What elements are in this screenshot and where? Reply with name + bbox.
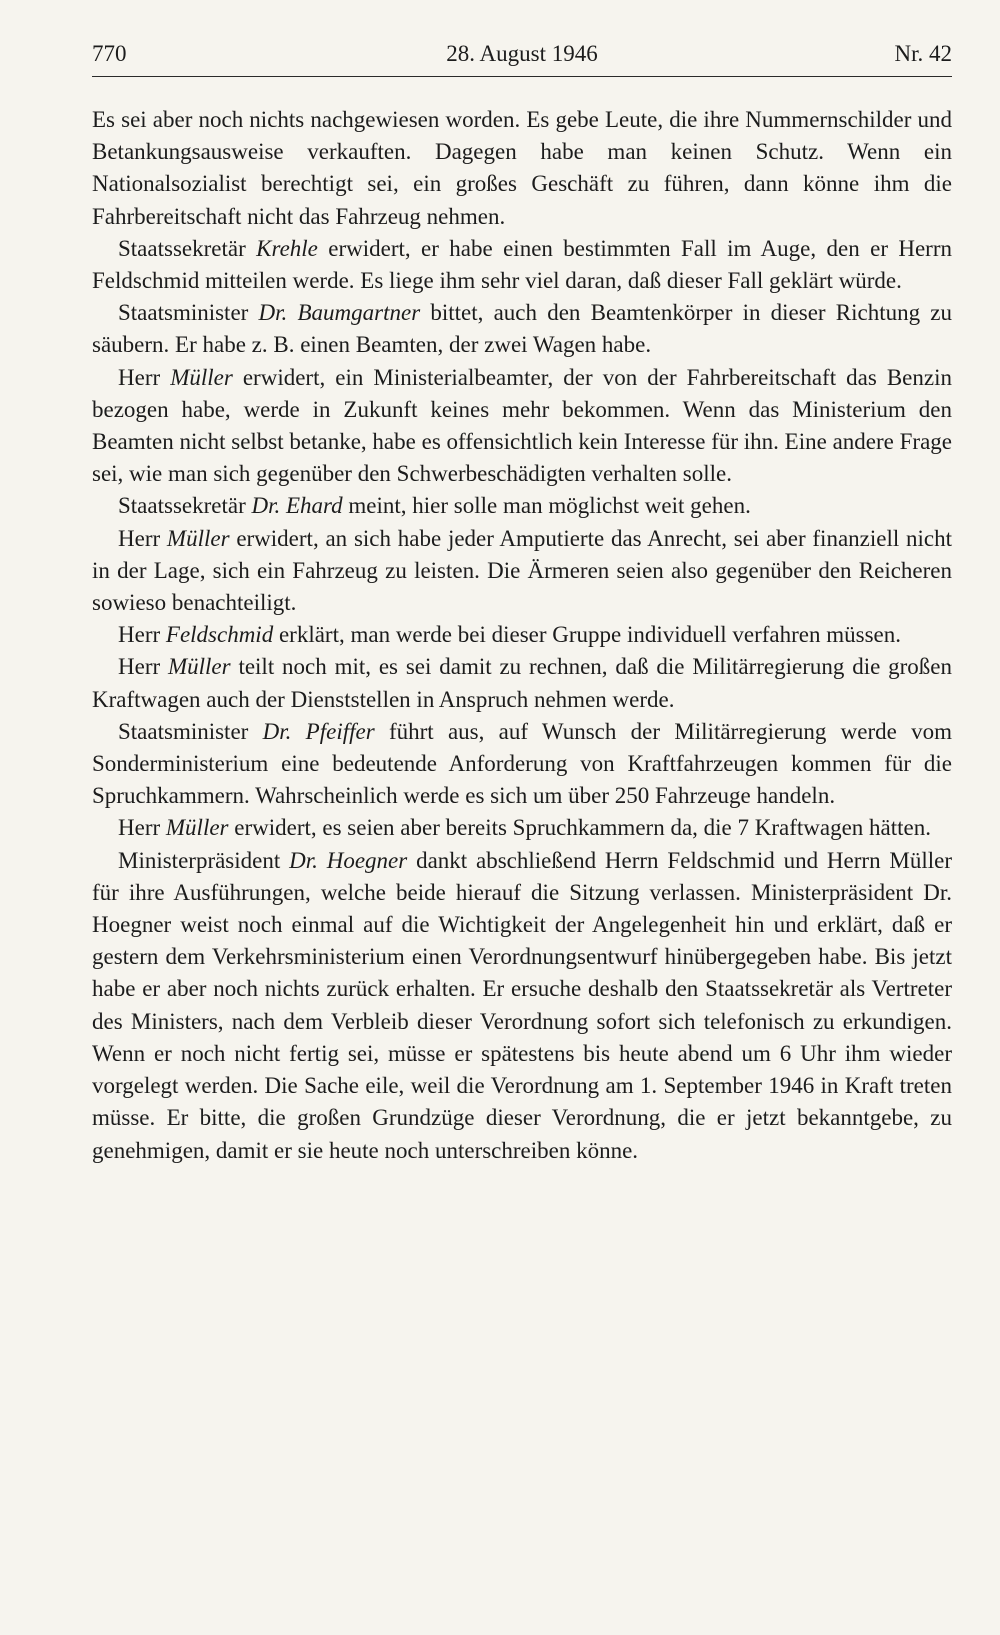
paragraph [92,523,952,620]
speaker-name: Dr. Pfeiffer [262,718,375,744]
speaker-name: Müller [165,815,229,841]
paragraph [92,362,952,491]
paragraph [92,812,952,844]
issue-number: Nr. 42 [894,41,952,66]
paragraph-text: erklärt, man werde bei dieser Gruppe individuell verfahren müssen. [278,622,902,648]
speaker-role: Staatsminister [118,300,249,326]
paragraph-text: meint, hier solle man möglichst weit gehen. [348,493,751,519]
paragraph [92,716,952,813]
speaker-name: Dr. Hoegner [289,847,408,873]
speaker-role: Herr [118,525,161,551]
paragraph-text: erwidert, ein Ministerialbeamter, der von der Fahrbereitschaft das Benzin bezogen habe, werde in Zukunft keines mehr bekommen. Wenn das Ministerium den Beamten nicht selbst betanke, habe es offensichtlich kein Interesse für ihn. Eine andere Frage sei, wie man sich gegenüber den Schwerbeschädigten verhalten solle. [92,364,952,487]
paragraph-text: erwidert, er habe einen bestimmten Fall im Auge, den er Herrn Feldschmid mitteilen werde. Es liege ihm sehr viel daran, daß dieser Fall geklärt würde. [92,235,953,294]
header-date: 28. August 1946 [446,41,598,66]
paragraph-text: führt aus, auf Wunsch der Militärregierung werde vom Sonderministerium eine bedeutende Anforderung von Kraftfahrzeugen kommen für die Spruchkammern. Wahrscheinlich werde es sich um über 250 Fahrzeuge handeln. [92,718,953,809]
speaker-role: Staatssekretär [118,493,246,519]
paragraph-text: bittet, auch den Beamtenkörper in dieser Richtung zu säubern. Er habe z. B. einen Beamten, der zwei Wagen habe. [92,300,953,358]
speaker-name: Müller [166,525,230,551]
speaker-role: Herr [118,364,161,390]
body-text [92,104,952,1167]
speaker-role: Herr [118,622,161,648]
speaker-role: Herr [118,654,161,680]
paragraph-text: teilt noch mit, es sei damit zu rechnen, daß die Militärregierung die großen Kraftwagen auch der Dienststellen in Anspruch nehmen werde. [92,654,953,712]
speaker-name: Müller [170,364,233,390]
page-header [92,36,952,77]
paragraph-text: erwidert, an sich habe jeder Amputierte das Anrecht, sei aber finanziell nicht in der Lage, sich ein Fahrzeug zu leisten. Die Ärmeren seien also gegenüber den Reicheren sowieso benachteiligt. [92,525,953,616]
speaker-name: Dr. Ehard [251,493,343,519]
paragraph: Es sei aber noch nichts nachgewiesen worden. Es gebe Leute, die ihre Nummernschilder und Betankungsausweise verkauften. Dagegen habe man keinen Schutz. Wenn ein Nationalsozialist berechtigt sei, ein großes Geschäft zu führen, dann könne ihm die Fahrbereitschaft nicht das Fahrzeug nehmen. [92,107,952,229]
speaker-role: Herr [118,815,161,841]
paragraph-text: dankt abschließend Herrn Feldschmid und Herrn Müller für ihre Ausführungen, welche beide hierauf die Sitzung verlassen. Ministerpräsident Dr. Hoegner weist noch einmal auf die Wichtigkeit der Angelegenheit hin und erklärt, daß er gestern dem Verkehrsministerium einen Verordnungsentwurf hinübergegeben habe. Bis jetzt habe er aber noch nichts zurück erhalten. Er ersuche deshalb den Staatssekretär als Vertreter des Ministers, nach dem Verbleib dieser Verordnung sofort sich telefonisch zu erkundigen. Wenn er noch nicht fertig sei, müsse er spätestens bis heute abend um 6 Uhr ihm wieder vorgelegt werden. Die Sache eile, weil die Verordnung am 1. September 1946 in Kraft treten müsse. Er bitte, die großen Grundzüge dieser Verordnung, die er jetzt bekanntgebe, zu genehmigen, damit er sie heute noch unterschreiben könne. [92,847,953,1163]
speaker-role: Staatssekretär [118,235,246,261]
paragraph [92,490,952,522]
speaker-name: Dr. Baumgartner [258,300,421,326]
paragraph-text: erwidert, es seien aber bereits Spruchkammern da, die 7 Kraftwagen hätten. [234,815,931,841]
paragraph [92,619,952,651]
speaker-name: Krehle [256,235,318,261]
speaker-role: Staatsminister [118,718,249,744]
paragraph [92,845,952,1167]
page-number: 770 [92,41,127,66]
speaker-name: Müller [167,654,231,680]
speaker-role: Ministerpräsident [118,847,281,873]
paragraph [92,233,952,297]
speaker-name: Feldschmid [165,622,274,648]
paragraph [92,651,952,715]
paragraph [92,297,952,361]
